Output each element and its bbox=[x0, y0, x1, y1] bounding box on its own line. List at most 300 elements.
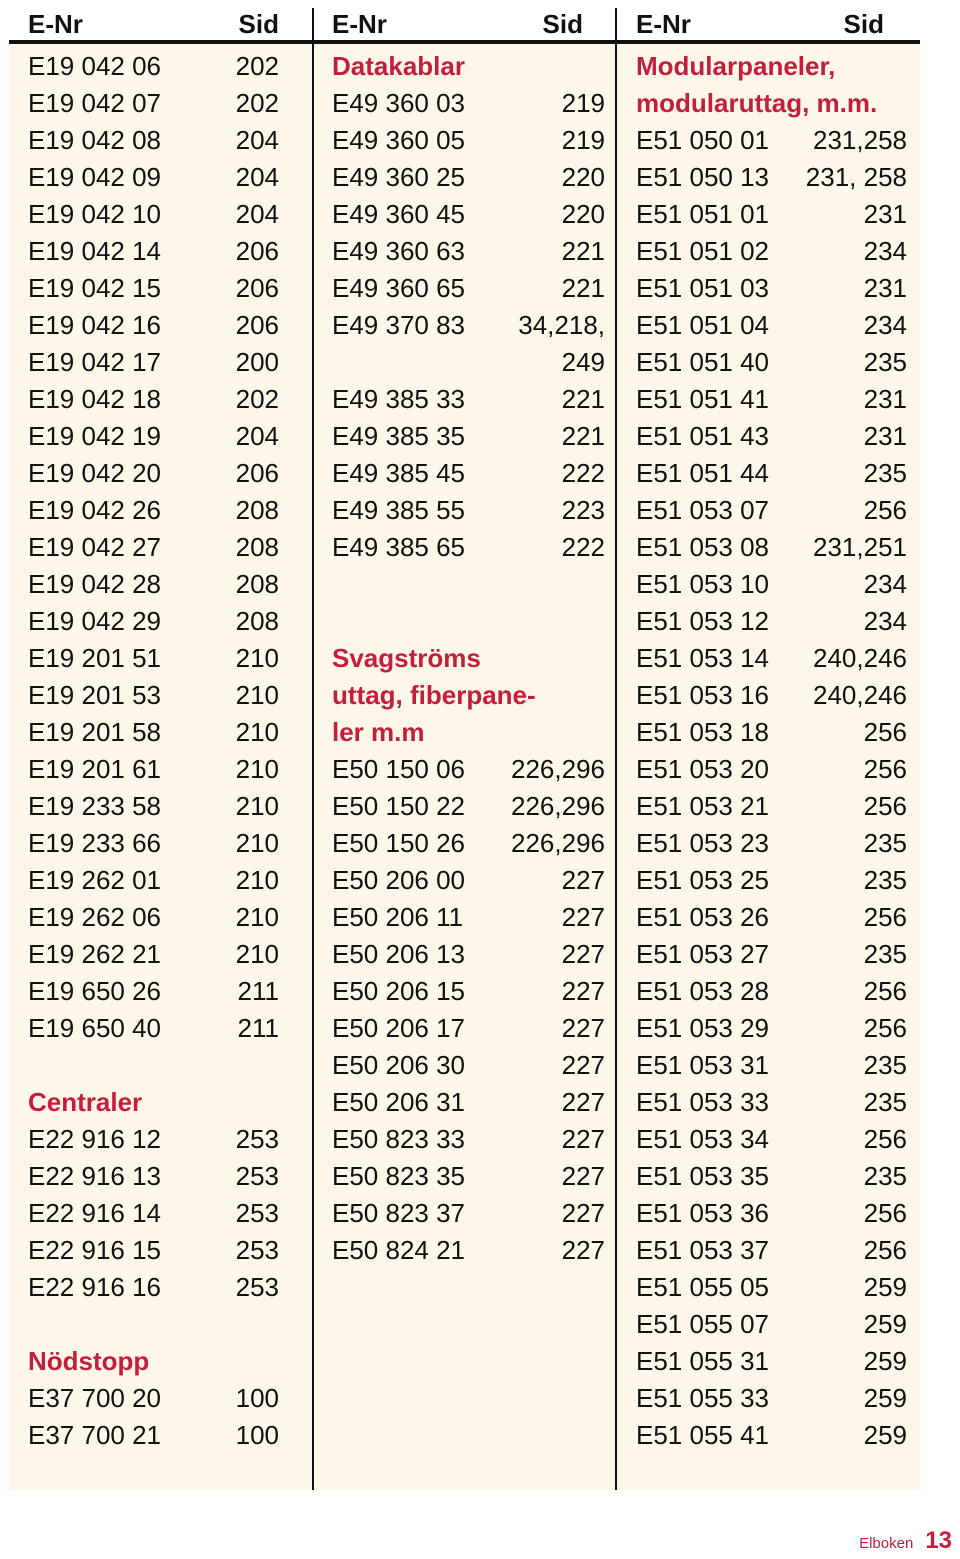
index-row bbox=[636, 1417, 907, 1454]
index-row bbox=[332, 344, 605, 381]
page-ref: 222 bbox=[561, 458, 605, 488]
page-number: 13 bbox=[925, 1527, 952, 1554]
page-ref: 235 bbox=[863, 828, 907, 858]
index-row bbox=[636, 1306, 907, 1343]
index-row bbox=[332, 1047, 605, 1084]
index-row bbox=[332, 1010, 605, 1047]
index-row bbox=[332, 492, 605, 529]
index-row bbox=[636, 899, 907, 936]
page-ref: 208 bbox=[235, 606, 279, 636]
column-2-header bbox=[332, 8, 583, 40]
column-divider-2 bbox=[615, 8, 617, 1490]
page-ref: 256 bbox=[863, 1235, 907, 1265]
enr-code: E49 360 63 bbox=[332, 236, 466, 266]
page-ref: 100 bbox=[235, 1420, 279, 1450]
index-row bbox=[28, 492, 279, 529]
page-ref: 249 bbox=[561, 347, 605, 377]
index-row bbox=[332, 381, 605, 418]
enr-code: E51 053 26 bbox=[636, 902, 770, 932]
enr-code: E51 053 37 bbox=[636, 1235, 770, 1265]
enr-code: E49 370 83 bbox=[332, 310, 466, 340]
index-row bbox=[332, 751, 605, 788]
enr-code: E51 051 41 bbox=[636, 384, 770, 414]
index-row bbox=[28, 344, 279, 381]
page-ref: 253 bbox=[235, 1124, 279, 1154]
enr-code: E19 042 15 bbox=[28, 273, 162, 303]
enr-code: E19 650 26 bbox=[28, 976, 162, 1006]
index-row bbox=[28, 1010, 279, 1047]
enr-code: E51 053 31 bbox=[636, 1050, 770, 1080]
index-row bbox=[28, 1047, 279, 1084]
enr-code: E51 053 33 bbox=[636, 1087, 770, 1117]
index-row bbox=[636, 788, 907, 825]
index-row bbox=[636, 1121, 907, 1158]
page-ref: 200 bbox=[235, 347, 279, 377]
enr-code: E19 201 61 bbox=[28, 754, 162, 784]
index-row bbox=[332, 418, 605, 455]
page-ref: 259 bbox=[863, 1272, 907, 1302]
index-row bbox=[28, 1158, 279, 1195]
enr-code: E22 916 14 bbox=[28, 1198, 162, 1228]
page-ref: 202 bbox=[235, 51, 279, 81]
index-row bbox=[636, 1269, 907, 1306]
page-ref: 259 bbox=[863, 1309, 907, 1339]
index-row bbox=[636, 566, 907, 603]
enr-code: E50 206 00 bbox=[332, 865, 466, 895]
enr-code: E50 206 31 bbox=[332, 1087, 466, 1117]
page-ref: 204 bbox=[235, 421, 279, 451]
index-row bbox=[636, 1047, 907, 1084]
index-row bbox=[332, 1121, 605, 1158]
section-heading: Nödstopp bbox=[28, 1346, 150, 1376]
enr-code: E51 050 13 bbox=[636, 162, 770, 192]
enr-code: E51 055 31 bbox=[636, 1346, 770, 1376]
enr-code: E37 700 20 bbox=[28, 1383, 162, 1413]
page-ref: 219 bbox=[561, 88, 605, 118]
index-row bbox=[332, 1158, 605, 1195]
page-ref: 210 bbox=[235, 902, 279, 932]
index-row bbox=[636, 1380, 907, 1417]
index-row bbox=[28, 85, 279, 122]
enr-code: E50 823 35 bbox=[332, 1161, 466, 1191]
enr-code: E50 206 30 bbox=[332, 1050, 466, 1080]
index-row bbox=[636, 1010, 907, 1047]
index-row bbox=[28, 1417, 279, 1454]
page-ref: 234 bbox=[863, 569, 907, 599]
page-ref: 206 bbox=[235, 458, 279, 488]
index-row bbox=[636, 936, 907, 973]
index-row bbox=[28, 936, 279, 973]
enr-code: E19 042 08 bbox=[28, 125, 162, 155]
page-ref: 226,296 bbox=[511, 754, 605, 784]
enr-code: E50 150 22 bbox=[332, 791, 466, 821]
page-ref: 227 bbox=[561, 902, 605, 932]
index-row bbox=[332, 307, 605, 344]
page-ref: 208 bbox=[235, 495, 279, 525]
page-ref: 227 bbox=[561, 1198, 605, 1228]
page-ref: 227 bbox=[561, 1124, 605, 1154]
page-ref: 256 bbox=[863, 902, 907, 932]
page-ref: 235 bbox=[863, 1050, 907, 1080]
enr-code: E19 042 09 bbox=[28, 162, 162, 192]
index-row bbox=[636, 492, 907, 529]
enr-code: E50 206 15 bbox=[332, 976, 466, 1006]
page-ref: 231,251 bbox=[813, 532, 907, 562]
enr-code: E22 916 15 bbox=[28, 1235, 162, 1265]
section-heading: uttag, fiberpane- bbox=[332, 680, 536, 710]
enr-code: E19 042 18 bbox=[28, 384, 162, 414]
page-ref: 220 bbox=[561, 199, 605, 229]
page-ref: 256 bbox=[863, 791, 907, 821]
page-ref: 235 bbox=[863, 865, 907, 895]
index-row bbox=[332, 196, 605, 233]
index-row bbox=[636, 1232, 907, 1269]
enr-code: E51 053 08 bbox=[636, 532, 770, 562]
page-ref: 206 bbox=[235, 310, 279, 340]
index-row bbox=[636, 603, 907, 640]
enr-code: E51 053 20 bbox=[636, 754, 770, 784]
page-ref: 240,246 bbox=[813, 643, 907, 673]
page-ref: 227 bbox=[561, 1235, 605, 1265]
section-heading: Modularpaneler, bbox=[636, 51, 836, 81]
enr-code: E22 916 13 bbox=[28, 1161, 162, 1191]
page-ref: 256 bbox=[863, 976, 907, 1006]
index-row bbox=[332, 1195, 605, 1232]
index-row bbox=[332, 455, 605, 492]
enr-code: E19 201 58 bbox=[28, 717, 162, 747]
enr-code: E51 055 05 bbox=[636, 1272, 770, 1302]
index-row bbox=[636, 714, 907, 751]
enr-code: E19 042 07 bbox=[28, 88, 162, 118]
enr-code: E19 042 28 bbox=[28, 569, 162, 599]
page-ref: 204 bbox=[235, 199, 279, 229]
index-row bbox=[28, 455, 279, 492]
index-row bbox=[636, 1084, 907, 1121]
index-column-1 bbox=[28, 48, 279, 1454]
page-ref: 210 bbox=[235, 754, 279, 784]
enr-code: E19 262 21 bbox=[28, 939, 162, 969]
page-ref: 211 bbox=[237, 976, 279, 1006]
index-row bbox=[28, 566, 279, 603]
index-row bbox=[636, 159, 907, 196]
page-ref: 231 bbox=[863, 421, 907, 451]
index-row bbox=[636, 751, 907, 788]
enr-code: E19 262 01 bbox=[28, 865, 162, 895]
index-row bbox=[332, 603, 605, 640]
page-ref: 235 bbox=[863, 1087, 907, 1117]
section-heading: Centraler bbox=[28, 1087, 143, 1117]
enr-code: E22 916 12 bbox=[28, 1124, 162, 1154]
page-ref: 231 bbox=[863, 384, 907, 414]
section-heading: Datakablar bbox=[332, 51, 465, 81]
index-row bbox=[636, 270, 907, 307]
enr-code: E50 150 06 bbox=[332, 754, 466, 784]
enr-code: E50 150 26 bbox=[332, 828, 466, 858]
footer-brand: Elboken bbox=[859, 1535, 914, 1552]
index-row bbox=[28, 862, 279, 899]
index-row bbox=[332, 1084, 605, 1121]
enr-code: E51 051 40 bbox=[636, 347, 770, 377]
page-ref: 234 bbox=[863, 606, 907, 636]
index-row bbox=[28, 270, 279, 307]
page-ref: 240,246 bbox=[813, 680, 907, 710]
index-row bbox=[28, 825, 279, 862]
page-ref: 227 bbox=[561, 1050, 605, 1080]
index-row bbox=[28, 899, 279, 936]
enr-code: E50 823 33 bbox=[332, 1124, 466, 1154]
enr-code: E50 824 21 bbox=[332, 1235, 466, 1265]
page-ref: 227 bbox=[561, 939, 605, 969]
page-ref: 253 bbox=[235, 1272, 279, 1302]
index-row bbox=[28, 381, 279, 418]
page-ref: 219 bbox=[561, 125, 605, 155]
page-ref: 221 bbox=[561, 384, 605, 414]
section-heading: modularuttag, m.m. bbox=[636, 88, 878, 118]
page-ref: 227 bbox=[561, 1087, 605, 1117]
enr-code: E19 262 06 bbox=[28, 902, 162, 932]
page-ref: 206 bbox=[235, 273, 279, 303]
enr-code: E19 042 16 bbox=[28, 310, 162, 340]
enr-code: E19 042 29 bbox=[28, 606, 162, 636]
enr-code: E49 360 45 bbox=[332, 199, 466, 229]
page-ref: 253 bbox=[235, 1235, 279, 1265]
enr-code: E49 385 55 bbox=[332, 495, 466, 525]
index-row bbox=[636, 455, 907, 492]
page-ref: 256 bbox=[863, 754, 907, 784]
enr-code: E51 053 16 bbox=[636, 680, 770, 710]
index-column-2 bbox=[332, 48, 605, 1269]
column-1-header bbox=[28, 8, 279, 40]
page-ref: 100 bbox=[235, 1383, 279, 1413]
enr-code: E51 053 21 bbox=[636, 791, 770, 821]
index-row bbox=[332, 788, 605, 825]
enr-code: E51 051 44 bbox=[636, 458, 770, 488]
page-ref: 256 bbox=[863, 495, 907, 525]
enr-code: E19 042 26 bbox=[28, 495, 162, 525]
enr-code: E19 042 20 bbox=[28, 458, 162, 488]
index-row bbox=[332, 973, 605, 1010]
index-column-3 bbox=[636, 48, 907, 1454]
enr-code: E19 042 27 bbox=[28, 532, 162, 562]
index-row bbox=[636, 640, 907, 677]
index-row bbox=[28, 640, 279, 677]
index-row bbox=[28, 1306, 279, 1343]
header-rule bbox=[9, 40, 920, 44]
index-row bbox=[636, 677, 907, 714]
index-row bbox=[28, 233, 279, 270]
index-row bbox=[28, 196, 279, 233]
page-ref: 210 bbox=[235, 680, 279, 710]
index-row bbox=[28, 751, 279, 788]
enr-code: E51 053 35 bbox=[636, 1161, 770, 1191]
enr-code: E51 053 07 bbox=[636, 495, 770, 525]
enr-code: E49 360 65 bbox=[332, 273, 466, 303]
index-row bbox=[28, 122, 279, 159]
page-ref: 211 bbox=[237, 1013, 279, 1043]
index-row bbox=[28, 1195, 279, 1232]
index-row bbox=[332, 1232, 605, 1269]
index-row bbox=[28, 1269, 279, 1306]
page-ref: 259 bbox=[863, 1346, 907, 1376]
section-heading: ler m.m bbox=[332, 717, 425, 747]
sid-header: Sid bbox=[542, 9, 583, 39]
index-row bbox=[332, 566, 605, 603]
page-ref: 210 bbox=[235, 643, 279, 673]
index-row bbox=[28, 714, 279, 751]
enr-code: E19 042 19 bbox=[28, 421, 162, 451]
enr-code: E51 053 27 bbox=[636, 939, 770, 969]
page-footer bbox=[859, 1527, 952, 1557]
page-ref: 204 bbox=[235, 125, 279, 155]
page-ref: 235 bbox=[863, 458, 907, 488]
column-3-header bbox=[636, 8, 884, 40]
page-ref: 259 bbox=[863, 1420, 907, 1450]
index-row bbox=[332, 862, 605, 899]
page-ref: 204 bbox=[235, 162, 279, 192]
page-ref: 221 bbox=[561, 421, 605, 451]
index-row bbox=[636, 233, 907, 270]
enr-code: E19 042 10 bbox=[28, 199, 162, 229]
enr-code: E51 055 41 bbox=[636, 1420, 770, 1450]
index-row bbox=[28, 1121, 279, 1158]
index-row bbox=[332, 270, 605, 307]
page-ref: 34,218, bbox=[518, 310, 605, 340]
page-ref: 202 bbox=[235, 88, 279, 118]
page-ref: 210 bbox=[235, 717, 279, 747]
enr-code: E49 360 05 bbox=[332, 125, 466, 155]
page-ref: 234 bbox=[863, 310, 907, 340]
page-ref: 222 bbox=[561, 532, 605, 562]
page-ref: 208 bbox=[235, 569, 279, 599]
page-ref: 256 bbox=[863, 1013, 907, 1043]
page-ref: 256 bbox=[863, 717, 907, 747]
index-row bbox=[332, 233, 605, 270]
enr-code: E49 385 65 bbox=[332, 532, 466, 562]
enr-code: E19 201 53 bbox=[28, 680, 162, 710]
page-ref: 210 bbox=[235, 865, 279, 895]
index-row bbox=[636, 825, 907, 862]
index-row bbox=[332, 936, 605, 973]
index-row bbox=[636, 973, 907, 1010]
enr-code: E51 051 04 bbox=[636, 310, 770, 340]
enr-code: E51 053 14 bbox=[636, 643, 770, 673]
index-row bbox=[28, 788, 279, 825]
page-ref: 235 bbox=[863, 347, 907, 377]
index-row bbox=[332, 899, 605, 936]
enr-header: E-Nr bbox=[332, 9, 387, 39]
page-ref: 227 bbox=[561, 976, 605, 1006]
enr-code: E50 206 17 bbox=[332, 1013, 466, 1043]
enr-code: E51 051 43 bbox=[636, 421, 770, 451]
enr-code: E19 650 40 bbox=[28, 1013, 162, 1043]
enr-header: E-Nr bbox=[636, 9, 691, 39]
enr-code: E51 053 25 bbox=[636, 865, 770, 895]
enr-code: E19 042 06 bbox=[28, 51, 162, 81]
enr-code: E49 360 03 bbox=[332, 88, 466, 118]
index-row bbox=[28, 1380, 279, 1417]
page-ref: 221 bbox=[561, 236, 605, 266]
page-ref: 227 bbox=[561, 1013, 605, 1043]
index-row bbox=[28, 1232, 279, 1269]
sid-header: Sid bbox=[843, 9, 884, 39]
enr-header: E-Nr bbox=[28, 9, 83, 39]
enr-code: E50 206 11 bbox=[332, 902, 464, 932]
page-ref: 206 bbox=[235, 236, 279, 266]
enr-code: E51 051 03 bbox=[636, 273, 770, 303]
enr-code: E51 053 28 bbox=[636, 976, 770, 1006]
enr-code: E51 051 02 bbox=[636, 236, 770, 266]
index-row bbox=[332, 122, 605, 159]
enr-code: E19 201 51 bbox=[28, 643, 162, 673]
index-row bbox=[28, 973, 279, 1010]
enr-code: E51 053 18 bbox=[636, 717, 770, 747]
index-row bbox=[636, 307, 907, 344]
page-ref: 253 bbox=[235, 1161, 279, 1191]
index-row bbox=[332, 825, 605, 862]
enr-code: E51 050 01 bbox=[636, 125, 770, 155]
enr-code: E37 700 21 bbox=[28, 1420, 162, 1450]
enr-code: E19 233 66 bbox=[28, 828, 162, 858]
page-ref: 231,258 bbox=[813, 125, 907, 155]
enr-code: E49 360 25 bbox=[332, 162, 466, 192]
index-row bbox=[636, 381, 907, 418]
enr-code: E22 916 16 bbox=[28, 1272, 162, 1302]
page-ref: 210 bbox=[235, 828, 279, 858]
enr-code: E51 055 07 bbox=[636, 1309, 770, 1339]
enr-code: E19 233 58 bbox=[28, 791, 162, 821]
index-row bbox=[332, 529, 605, 566]
enr-code: E19 042 17 bbox=[28, 347, 162, 377]
index-row bbox=[636, 122, 907, 159]
page-ref: 226,296 bbox=[511, 791, 605, 821]
index-row bbox=[28, 418, 279, 455]
page-ref: 231 bbox=[863, 199, 907, 229]
page-ref: 231, 258 bbox=[805, 162, 907, 192]
page-ref: 256 bbox=[863, 1124, 907, 1154]
enr-code: E51 053 36 bbox=[636, 1198, 770, 1228]
page-ref: 256 bbox=[863, 1198, 907, 1228]
page-ref: 259 bbox=[863, 1383, 907, 1413]
page-ref: 253 bbox=[235, 1198, 279, 1228]
index-row bbox=[636, 1195, 907, 1232]
page-ref: 227 bbox=[561, 1161, 605, 1191]
section-heading: Svagströms bbox=[332, 643, 481, 673]
page-ref: 210 bbox=[235, 939, 279, 969]
sid-header: Sid bbox=[238, 9, 279, 39]
enr-code: E51 051 01 bbox=[636, 199, 770, 229]
page-ref: 227 bbox=[561, 865, 605, 895]
enr-code: E51 055 33 bbox=[636, 1383, 770, 1413]
enr-code: E19 042 14 bbox=[28, 236, 162, 266]
page-ref: 235 bbox=[863, 1161, 907, 1191]
page-ref: 208 bbox=[235, 532, 279, 562]
enr-code: E49 385 45 bbox=[332, 458, 466, 488]
page-ref: 202 bbox=[235, 384, 279, 414]
index-row bbox=[636, 862, 907, 899]
enr-code: E49 385 35 bbox=[332, 421, 466, 451]
index-row bbox=[636, 418, 907, 455]
page-ref: 221 bbox=[561, 273, 605, 303]
page-ref: 231 bbox=[863, 273, 907, 303]
enr-code: E50 206 13 bbox=[332, 939, 466, 969]
index-row bbox=[28, 307, 279, 344]
enr-code: E49 385 33 bbox=[332, 384, 466, 414]
index-row bbox=[28, 48, 279, 85]
index-row bbox=[28, 677, 279, 714]
page-ref: 220 bbox=[561, 162, 605, 192]
page-ref: 235 bbox=[863, 939, 907, 969]
column-divider-1 bbox=[312, 8, 314, 1490]
